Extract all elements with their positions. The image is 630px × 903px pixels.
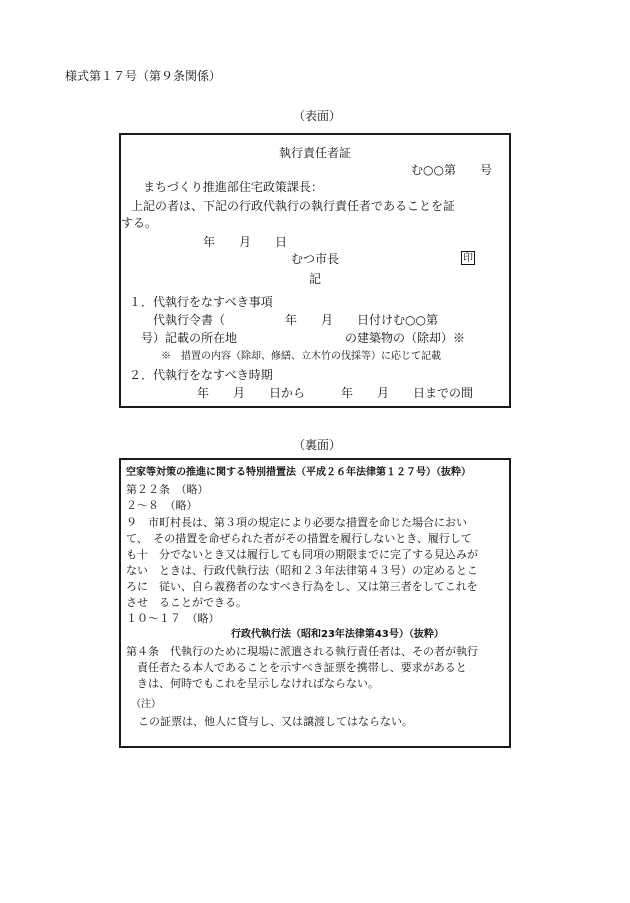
certificate-title: 執行責任者証 <box>279 146 352 160</box>
statement-line-1: 上記の者は、下記の行政代執行の執行責任者であることを証 <box>131 199 456 213</box>
paragraph-10-17: １０～１７ （略） <box>126 612 220 625</box>
note-text: この証票は、他人に貸与し、又は譲渡してはならない。 <box>138 715 413 728</box>
certificate-number: む○○第 号 <box>411 163 492 177</box>
back-section-label: （裏面） <box>293 438 342 452</box>
statement-line-2: する。 <box>121 216 158 230</box>
back-card <box>119 458 511 748</box>
ki-marker: 記 <box>309 272 322 286</box>
item-2-line-1: 年 月 日から 年 月 日までの間 <box>197 386 474 400</box>
item-1-note: ※ 措置の内容（除却、修繕、立木竹の伐採等）に応じて記載 <box>161 351 441 362</box>
item-1-line-2: 号）記載の所在地 の建築物の（除却）※ <box>141 331 466 345</box>
article-4-line: きは、何時でもこれを呈示しなければならない。 <box>137 677 379 690</box>
issue-date: 年 月 日 <box>203 235 288 249</box>
seal-stamp: 印 <box>463 253 473 264</box>
article-4-line: 第４条 代執行のために現場に派遣される執行責任者は、その者が執行 <box>126 645 478 658</box>
paragraph-9-line: も十 分でないとき又は履行しても同項の期限までに完了する見込みが <box>126 548 478 561</box>
item-1-heading: １．代執行をなすべき事項 <box>129 295 273 309</box>
paragraph-2-8: ２～８ （略） <box>126 499 198 512</box>
law-2-title: 行政代執行法（昭和23年法律第43号）（抜粋） <box>231 629 444 640</box>
paragraph-9-line: ない ときは、行政代執行法（昭和２３年法律第４３号）の定めるとこ <box>126 564 478 577</box>
law-1-title: 空家等対策の推進に関する特別措置法（平成２６年法律第１２７号）（抜粋） <box>126 467 471 478</box>
paragraph-9-line: させ ることができる。 <box>126 596 247 609</box>
paragraph-9-line: ９ 市町村長は、第３項の規定により必要な措置を命じた場合におい <box>126 516 467 529</box>
paragraph-9-line: て、 その措置を命ぜられた者がその措置を履行しないとき、履行して <box>126 532 472 545</box>
front-section-label: （表面） <box>293 109 342 123</box>
front-card <box>119 133 511 408</box>
issuer-name: むつ市長 <box>291 252 340 266</box>
form-number: 様式第１７号（第９条関係） <box>65 69 222 83</box>
note-label: （注） <box>131 699 161 710</box>
article-4-line: 責任者たる本人であることを示すべき証票を携帯し、要求があると <box>137 661 467 674</box>
item-2-heading: ２．代執行をなすべき時期 <box>129 368 273 382</box>
article-22: 第２２条 （略） <box>126 483 209 496</box>
item-1-line-1: 代執行令書（ 年 月 日付けむ○○第 <box>153 313 438 327</box>
addressee: まちづくり推進部住宅政策課長： <box>143 180 323 194</box>
paragraph-9-line: ろに 従い、自ら義務者のなすべき行為をし、又は第三者をしてこれを <box>126 580 478 593</box>
